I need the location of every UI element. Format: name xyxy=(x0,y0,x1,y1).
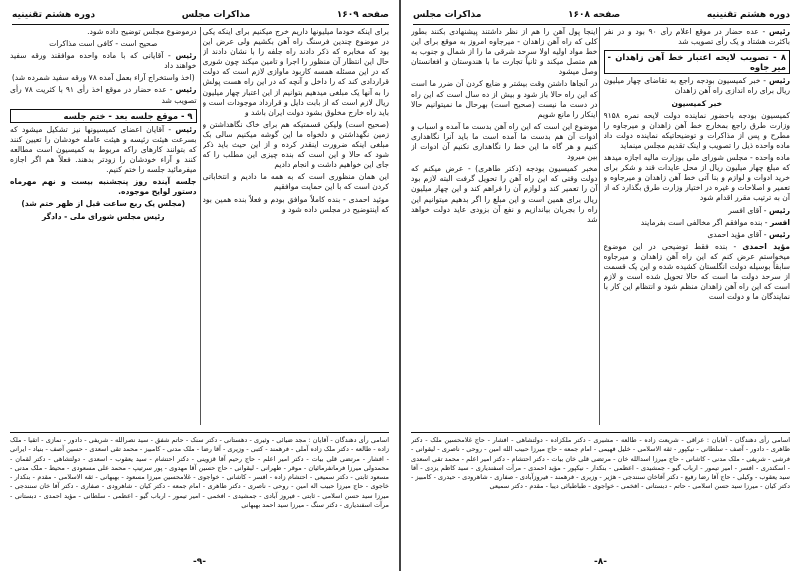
paragraph: کمیسیون بودجه باحضور نماینده دولت لایحه نمره ۹۱۵۸ وزارت طرق راجع بمخارج خط آهن زاهدان و میرجاوه را مطرح و پس از مذاکرات و توضیحاتیکه نماینده دولت داد ماده واحده ذیل را تصویب و اینک تقدیم مجلس مینماید xyxy=(603,110,790,150)
speaker-name: رئیس xyxy=(175,51,197,61)
speech-text: بنده فقط توضیحی در این موضوع میخواستم عرض کنم که این راه آهن زاهدان و میرجاوه سابقاً بوسیله دولت انگلستان کشیده شده و این یک قسمت از سرحد دولت ما است که حالا تحویل شده است و لازم است که این راه آهن زاهدان منظم شود و انتظام این کار با نمایندگان ما و دولت است xyxy=(603,241,790,302)
left-page-column-right xyxy=(203,27,390,427)
signature: رئیس مجلس شورای ملی - دادگر xyxy=(41,211,165,221)
paragraph: در آنجاها داشتن وقت بیشتر و ضایع کردن آن ضرر ما است که این راه حالا باز شود و بیش از ده سال است که این راه در دست ما نیست (صحیح است) بهرحال ما نمیتوانیم حالا اینکار را مانع شویم xyxy=(411,79,598,119)
speaker-name: رئیس xyxy=(175,124,197,134)
paragraph: (صحیح است) ولیکن قسمتیکه هم برای خاک نگاهداشتن و زمین نگهداشتن و دلخواه ما این گوشه میکنیم سالی بک مبلغی اینکه ضرورت اینقدر کرده و از این حیث باید ذکر شود که حالا و این است که بنده چیزی این مطلب را که جای این خواهیم داشت و انجام دادیم xyxy=(202,119,389,170)
speech: رئیس - عده حضار در موقع اعلام رأی ۹۰ بود و در نفر باکثرت هشتاد و یک رأی تصویب شد xyxy=(603,27,790,47)
paragraph: موئید احمدی - بنده کاملاً موافق بودم و فعلاً بنده همین بود که اینتوضیح در مجلس داده شود و xyxy=(202,194,389,214)
paragraph: صحیح است - کافی است مذاکرات xyxy=(49,39,158,49)
left-page-number: -۹- xyxy=(193,557,206,567)
speaker-name: رئیس xyxy=(768,76,790,86)
speech: رئیس - آقای افسر xyxy=(728,205,790,215)
speaker-name: مؤید احمدی xyxy=(742,241,790,251)
left-page xyxy=(0,0,399,571)
speech-text: خبر کمیسیون بودجه راجع به تقاضای چهار میلیون ریال برای راه اندازی راه آهن زاهدان xyxy=(603,76,790,96)
speaker-name: رئیس xyxy=(768,205,790,215)
closing-note: (مجلس یک ربع ساعت قبل از ظهر ختم شد) xyxy=(21,199,186,209)
left-page-header xyxy=(12,6,389,25)
next-session-note: جلسه آینده روز پنجشنبه بیست و نهم مهرماه دستور لوایح موجوده. xyxy=(10,177,197,197)
speech-text: عده حضار در موقع اخذ رأی ۹۱ با کثریت ۷۸ رأی تصویب شد xyxy=(10,85,197,105)
left-page-columns xyxy=(10,27,389,427)
speech: رئیس - آقای مؤید احمدی xyxy=(707,229,790,239)
footnote-text: اسامی رأی دهندگان - آقایان : مجد ضیائی - وثیری - دهستانی - دکتر سنک - حاتم شفق - سید نصرالله - شریفی - دادور - نمازی - اتقیا - ملک زاده - طالعه - دکتر ملک زاده آملی - فرهمند - کتبی - وزیری - آقا رضا - ملک مدنی - کامبیز - محمد تقی اسعدی - حسین آصف - بنیاد - ایرانی - افشار - مرتضی قلی بیات - دکتر امیر اعلم - حاج رحیم آقا قزوینی - دکتر احتشام - سید یعقوب - اسعدی - دولتشاهی - دکتر لقمان - محمدولی میرزا فرمانفرمائیان - موقر - طهرانی - لیقوانی - حاج حسین آقا مهدوی - پور سرتیپ - محمد علی مسعودی - محیط - ملک مدنی - مسعود ثابتی - دکتر سمیعی - احتشام زاده - افسر - کاشانی - خواجوی - غلامحسین میرزا مسعود - بهبهانی - ثقه الاسلامی - مقدم - بنکدار - خاجوی - حاج میرزا حبیب اله امین - روحی - ناصری - دکتر طاهری - امام جمعه - دکتر کیان - شاهرودی - صفاری - دکتر آفا خان سنندجی - میرزا سید حسن اسلامی - ثابتی - فیروز آبادی - جمشیدی - افخمی - امیر تیمور - ارباب گیو - اعظمی - سلطانی - مؤید احمدی - دبستانی - مرآت اسفندیاری - دکتر سنگ - میرزا سید احمد بهبهانی xyxy=(10,436,389,510)
report-label: خبر کمیسیون xyxy=(671,98,723,108)
right-page-number: -۸- xyxy=(594,557,607,567)
section-title: ۸ - تصویب لایحه اعتبار خط آهن زاهدان - میر جاوه xyxy=(604,50,791,74)
speech: مؤید احمدی - بنده فقط توضیحی در این موضوع میخواستم عرض کنم که این راه آهن زاهدان و میرجاوه سابقاً بوسیله دولت انگلستان کشیده شده و این یک قسمت از سرحد دولت ما است که حالا تحویل شده است و لازم است که این راه آهن زاهدان منظم شود و انتظام این کار با نمایندگان ما و دولت است xyxy=(603,241,790,302)
speech-text: بنده موافقم اگر مخالفی است بفرمایند xyxy=(640,217,763,227)
left-page-title: مذاکرات مجلس xyxy=(181,10,251,20)
speech: رئیس - عده حضار در موقع اخذ رأی ۹۱ با کثریت ۷۸ رأی تصویب شد xyxy=(10,85,197,105)
speech-text: آقایانی که با ماده واحده موافقند ورقه سفید خواهند داد xyxy=(10,51,197,71)
speaker-name: رئیس xyxy=(175,85,197,95)
vote-note: (اخذ واستخراج آراء بعمل آمده ۷۸ ورقه سفید شمرده شد) xyxy=(11,73,195,83)
speech: افسر - بنده موافقم اگر مخالفی است بفرمایند xyxy=(640,217,790,227)
right-page-columns xyxy=(411,27,790,427)
speaker-name: رئیس xyxy=(768,229,790,239)
left-page-number-label: صفحه ۱۶۰۹ xyxy=(336,10,389,20)
right-page-column-right xyxy=(604,27,791,427)
speech: رئیس - خبر کمیسیون بودجه راجع به تقاضای چهار میلیون ریال برای راه اندازی راه آهن زاهدان xyxy=(603,76,790,96)
speech-text: آقایان اعضای کمیسیونها نیز تشکیل میشود که بسرعت هیئت رئیسه و هیئت عامله خودشان را تعیین کنند که بتوانند کارهای راکه مربوط به کمیسیون است مطالعه کنند و آراء خودشان را زودتر بدهند. فعلاً هم اگر اجازه میفرمائید جلسه را ختم کنیم. xyxy=(10,124,197,175)
section-title: ۹ - موقع جلسه بعد - ختم جلسه xyxy=(10,109,197,123)
left-page-column-left xyxy=(10,27,197,427)
speaker-name: افسر xyxy=(769,217,790,227)
paragraph: اینجا پول آهن را هم از نظر داشتند پیشنهادی بکنند بطور کلی که راه آهن زاهدان - میرجاوه امروز به موقع برای این خط مواد اولیه اولا سرحد شرقی ما را از شمال و جنوب به هم متصل میکند و ثانیاً تجارت ما با هندوستان و افغانستان وصل میشود xyxy=(411,27,598,77)
speech: رئیس - آقایان اعضای کمیسیونها نیز تشکیل میشود که بسرعت هیئت رئیسه و هیئت عامله خودشان را تعیین کنند که بتوانند کارهای راکه مربوط به کمیسیون است مطالعه کنند و آراء خودشان را زودتر بدهند. فعلاً هم اگر اجازه میفرمائید جلسه را ختم کنیم. xyxy=(10,124,197,175)
paragraph: مخبر کمیسیون بودجه (دکتر طاهری) - عرض میکنم که دولت وقتی که این راه آهن را تحویل گرفت البته لازم بود آن را تعمیر کند و لوازم آن را فراهم کند و این چهار میلیون ریال برای همین است و این مبلغ را اگر بدهیم میتوانیم این راه را بجریان بیاندازیم و نفع آن بزودی عاید دولت خواهد شد xyxy=(411,164,598,224)
paragraph: موضوع این است که این راه آهن بدست ما آمده و اسباب و ادوات آن هم بدست ما آمده است ما باید آنرا نگاهداری کنیم و هر گاه ما این خط را نگاهداری نکنیم آن ادوات از بین میرود xyxy=(411,121,598,162)
right-page-session: دوره هشتم تقنینیه xyxy=(706,10,790,20)
paragraph: برای اینکه خودما میلیونها داریم خرج میکنیم برای اینکه یکی در موضوع چندین فرسنگ راه آهن بکشیم ولی عرض این بود که مخابره که ذکر دادند راه جلفه را با نشان دادند از حال این انتظار آن منظور را اجرا و تامین میکند چون شوری که در این مسئله همسه کاربود ماوازی لازم است که دولت قراردادی کند که را داخل و آنچه که در این راه هست پولش را به آنها یک مبلغی میدهیم بتوانیم از این اعتبار چهار میلیون ریال لازم است که از بابت دایل و قرارداد موجودات است و باید راه خارج مخلوق بشود دولت ایران باشد و xyxy=(202,27,389,117)
left-page-session: دوره هشتم تقنینیه xyxy=(12,10,96,20)
speech: رئیس - آقایانی که با ماده واحده موافقند ورقه سفید خواهند داد xyxy=(10,51,197,71)
left-page-voters-footnote xyxy=(10,432,389,554)
right-page xyxy=(401,0,800,571)
paragraph: این همان منظوری است که به همه ما دادیم و انتخاباتی کردن است که با این حمایت موافقیم xyxy=(202,172,389,192)
paragraph: ماده واحده - مجلس شورای ملی بوزارت مالیه اجازه میدهد که مبلغ چهار میلیون ریال از محل عایدات قند و شکر برای خرید ادوات و لوازم و بنا آتی خط آهن زاهدان و میرجاوه و تعمیر و اصلاحات و غیره در اختیار وزارت طرق بگذارد که از آن به ترتیب مقرر اقدام شود xyxy=(603,153,790,203)
speech-text: آقای افسر xyxy=(728,205,762,215)
footnote-text: اسامی رأی دهندگان - آقایان : عراقی - شریعت زاده - طالعه - مشیری - دکتر ملکزاده - دولتشاهی - افشار - حاج غلامحسین ملک - دکتر طاهری - دادور - آصف - سلطانی - نیکپور - ثقه الاسلامی - خلیل فهیمی - امام جمعه - حاج میرزا حبیب الله امین - روحی - ناصری - لیقوانی - فرشی - شریفی - ملک مدنی - کاشانی - حاج میرزا اسدالله خان - مرتضی قلی خان بیات - دکتر احتشام - دکتر امیر اعلم - محمد تقی اسعدی - اسکندری - افسر - امیر تیمور - ارباب گیو - جمشیدی - اعظمی - بنکدار - نیکپور - مؤید احمدی - مرآت اسفندیاری - سید کاظم یزدی - آقا سید یعقوب - وکیلی - حاج آقا رضا رفیع - دکتر آفاخان سنندجی - هژیر - وزیری - فرهمند - فیروزآبادی - صفاری - شاهرودی - حیدری - کامبیز - دکتر کیان - میرزا سید حسن اسلامی - حاتم - دبستانی - افخمی - خواجوی - طباطبائی دیبا - مقدم - دکتر سمیعی xyxy=(411,436,790,491)
speech-text: آقای مؤید احمدی xyxy=(707,229,762,239)
right-page-title: مذاکرات مجلس xyxy=(413,10,482,20)
speech-text: عده حضار در موقع اعلام رأی ۹۰ بود و در نفر باکثرت هشتاد و یک رأی تصویب شد xyxy=(603,27,790,47)
paragraph: درموضوع مجلس توضیح داده شود. xyxy=(87,27,197,36)
right-page-column-left xyxy=(411,27,598,427)
right-page-number-label: صفحه ۱۶۰۸ xyxy=(568,10,621,20)
right-page-header xyxy=(413,6,790,25)
right-page-voters-footnote xyxy=(411,432,790,554)
speaker-name: رئیس xyxy=(768,27,790,36)
